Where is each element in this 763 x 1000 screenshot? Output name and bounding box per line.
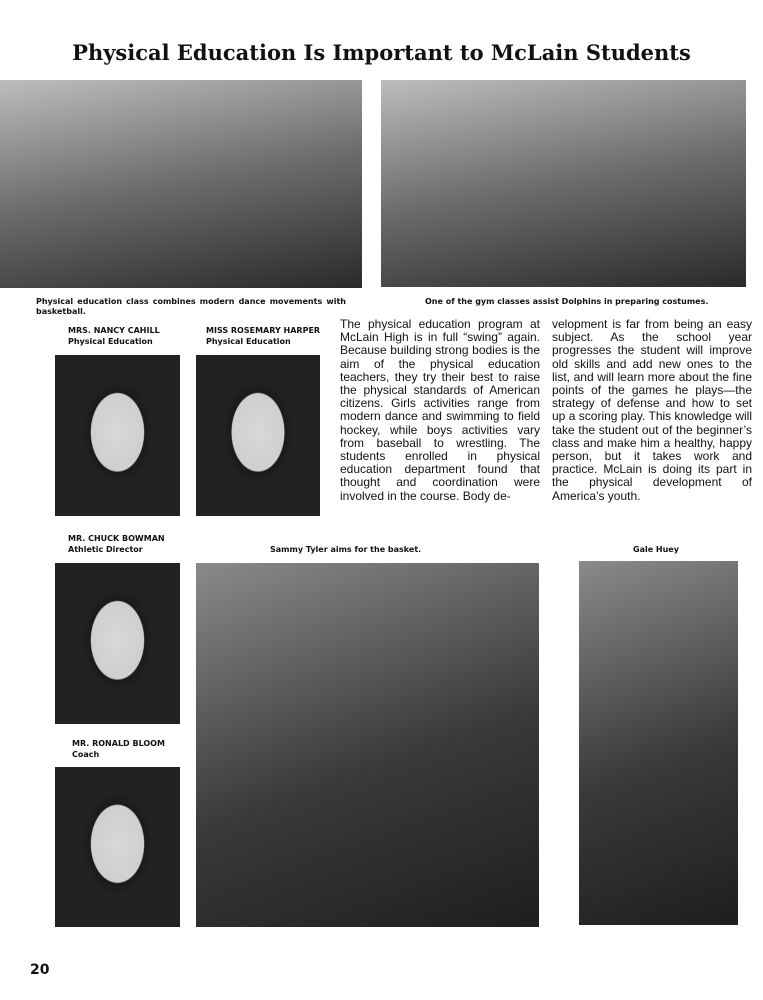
photo-dance-basketball — [0, 80, 362, 288]
photo-gym-costumes — [381, 80, 746, 287]
staff-role: Athletic Director — [68, 545, 143, 554]
staff-name: MRS. NANCY CAHILL — [68, 326, 160, 335]
staff-label-harper — [206, 325, 320, 347]
body-text-column-2: velopment is far from being an easy subject. As the school year progresses the student will improve old skills and add new ones to the list, and will learn more about the fine points of the games he plays—the strategy of defense and how to set up a scoring play. This knowledge will take the student out of the beginner’s class and make him a healthy, happy person, but it takes work and practice. McLain is doing its part in the physical development of America’s youth. — [552, 317, 752, 503]
body-text-column-1: The physical education program at McLain High is in full “swing” again. Because building strong bodies is the aim of the physical education teachers, they try their best to raise the physical standards of American citizens. Girls activities range from modern dance and swimming to field hockey, while boys activities vary from baseball to wrestling. The students enrolled in physical education department found that thought and coordination were involved in the course. Body de- — [340, 317, 540, 503]
caption-center: Sammy Tyler aims for the basket. — [270, 545, 422, 554]
staff-name: MR. RONALD BLOOM — [72, 739, 165, 748]
staff-label-bowman — [68, 533, 165, 555]
staff-name: MR. CHUCK BOWMAN — [68, 534, 165, 543]
caption-top-left: Physical education class combines modern dance movements with basketball. — [36, 297, 346, 316]
caption-top-right: One of the gym classes assist Dolphins in preparing costumes. — [425, 297, 709, 306]
portrait-bowman — [55, 563, 180, 724]
portrait-cahill — [55, 355, 180, 516]
staff-label-bloom — [72, 738, 165, 760]
photo-gale-huey — [579, 561, 738, 925]
caption-right: Gale Huey — [633, 545, 679, 554]
portrait-bloom — [55, 767, 180, 927]
portrait-harper — [196, 355, 320, 516]
staff-role: Coach — [72, 750, 100, 759]
staff-role: Physical Education — [206, 337, 291, 346]
page-title: Physical Education Is Important to McLain Students — [72, 40, 691, 65]
staff-name: MISS ROSEMARY HARPER — [206, 326, 321, 335]
staff-role: Physical Education — [68, 337, 153, 346]
staff-label-cahill — [68, 325, 160, 347]
photo-sammy-tyler-basket — [196, 563, 539, 927]
page-number: 20 — [30, 962, 50, 978]
